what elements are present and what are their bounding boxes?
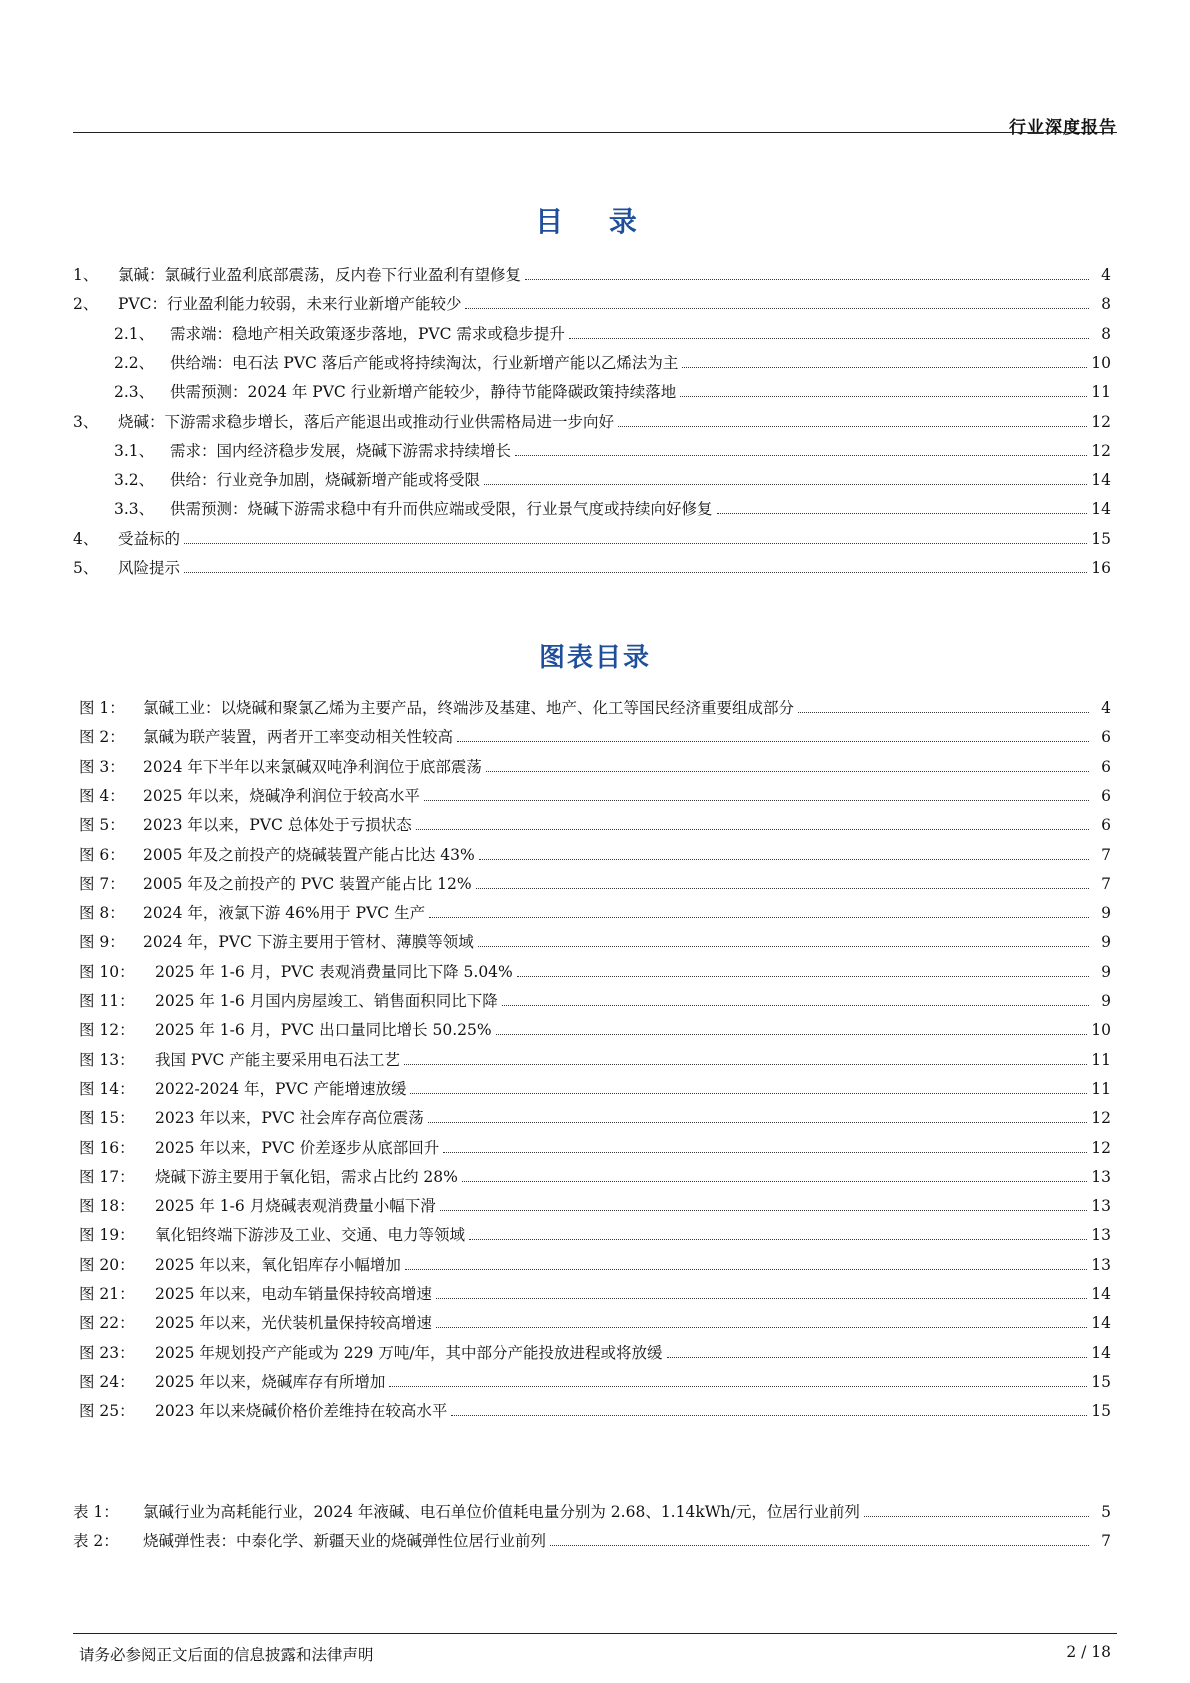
- entry-number: 图 1：: [79, 699, 125, 717]
- entry-number: 图 23：: [79, 1343, 135, 1362]
- dot-leader: [429, 916, 1089, 918]
- entry-page-number: 7: [1101, 845, 1111, 864]
- figure-entry[interactable]: [79, 1372, 1111, 1392]
- entry-title: 2025 年规划投产产能或为 229 万吨/年，其中部分产能投放进程或将放缓: [155, 1343, 663, 1362]
- entry-number: 图 10：: [79, 962, 135, 981]
- entry-title: PVC：行业盈利能力较弱，未来行业新增产能较少: [118, 295, 462, 314]
- entry-number: 图 20：: [79, 1255, 135, 1274]
- entry-page-number: 13: [1091, 1167, 1111, 1186]
- entry-page-number: 14: [1091, 500, 1111, 519]
- entry-title: 2023 年以来，PVC 总体处于亏损状态: [143, 816, 412, 835]
- entry-number: 图 21：: [79, 1285, 135, 1303]
- entry-title: 氯碱行业为高耗能行业，2024 年液碱、电石单位价值耗电量分别为 2.68、1.14kWh/元，位居行业前列: [143, 1503, 860, 1521]
- table-entry[interactable]: [73, 1531, 1111, 1551]
- entry-number: 图 25：: [79, 1402, 135, 1421]
- entry-page-number: 11: [1091, 1050, 1111, 1069]
- table-entry[interactable]: [73, 1502, 1111, 1522]
- entry-title: 需求：国内经济稳步发展，烧碱下游需求持续增长: [170, 441, 512, 460]
- entry-number: 2.1、: [114, 324, 155, 343]
- entry-page-number: 12: [1091, 441, 1111, 460]
- toc-entry[interactable]: [73, 558, 1111, 578]
- entry-title: 2025 年以来，PVC 价差逐步从底部回升: [155, 1138, 440, 1157]
- figure-entry[interactable]: [79, 1138, 1111, 1158]
- entry-page-number: 15: [1091, 529, 1111, 548]
- entry-page-number: 15: [1091, 1372, 1111, 1391]
- dot-leader: [798, 711, 1089, 713]
- entry-title: 氯碱工业：以烧碱和聚氯乙烯为主要产品，终端涉及基建、地产、化工等国民经济重要组成部分: [143, 699, 795, 717]
- figure-entry[interactable]: [79, 698, 1111, 718]
- dot-leader: [451, 1414, 1087, 1416]
- toc-entry[interactable]: [73, 412, 1111, 432]
- entry-title: 需求端：稳地产相关政策逐步落地，PVC 需求或稳步提升: [170, 324, 565, 343]
- dot-leader: [184, 571, 1087, 573]
- entry-page-number: 12: [1091, 1138, 1111, 1157]
- entry-number: 1、: [73, 266, 99, 284]
- figure-entry[interactable]: [79, 1167, 1111, 1187]
- toc-entry[interactable]: [73, 265, 1111, 285]
- figure-entry[interactable]: [79, 727, 1111, 747]
- dot-leader: [416, 828, 1089, 830]
- entry-title: 2023 年以来，PVC 社会库存高位震荡: [155, 1109, 424, 1128]
- dot-leader: [405, 1268, 1087, 1270]
- dot-leader: [184, 542, 1087, 544]
- entry-title: 2024 年下半年以来氯碱双吨净利润位于底部震荡: [143, 757, 482, 776]
- entry-number: 表 2：: [73, 1532, 119, 1551]
- entry-page-number: 6: [1101, 786, 1111, 805]
- entry-title: 2025 年以来，氧化铝库存小幅增加: [155, 1255, 401, 1274]
- figure-entry[interactable]: [79, 991, 1111, 1011]
- entry-title: 2025 年以来，烧碱净利润位于较高水平: [143, 786, 420, 805]
- entry-number: 图 5：: [79, 816, 125, 835]
- figure-entry[interactable]: [79, 1225, 1111, 1245]
- entry-page-number: 14: [1091, 471, 1111, 490]
- entry-title: 烧碱：下游需求稳步增长，落后产能退出或推动行业供需格局进一步向好: [118, 412, 615, 431]
- figure-entry[interactable]: [79, 845, 1111, 865]
- dot-leader: [465, 307, 1089, 309]
- dot-leader: [410, 1092, 1087, 1094]
- entry-page-number: 14: [1091, 1343, 1111, 1362]
- entry-number: 图 9：: [79, 933, 125, 952]
- dot-leader: [525, 278, 1089, 280]
- entry-page-number: 15: [1091, 1402, 1111, 1421]
- entry-number: 3.2、: [114, 471, 155, 490]
- entry-number: 图 14：: [79, 1079, 135, 1098]
- entry-number: 图 3：: [79, 757, 125, 776]
- dot-leader: [389, 1385, 1087, 1387]
- toc-entry[interactable]: [114, 441, 1111, 461]
- entry-number: 图 16：: [79, 1138, 135, 1157]
- figure-entry[interactable]: [79, 1313, 1111, 1333]
- entry-number: 图 15：: [79, 1109, 135, 1128]
- entry-number: 4、: [73, 529, 99, 548]
- entry-page-number: 10: [1091, 1021, 1111, 1040]
- dot-leader: [682, 366, 1087, 368]
- figure-entry[interactable]: [79, 1108, 1111, 1128]
- entry-title: 供给：行业竞争加剧，烧碱新增产能或将受限: [170, 471, 481, 490]
- entry-title: 供需预测：烧碱下游需求稳中有升而供应端或受限，行业景气度或持续向好修复: [170, 500, 713, 519]
- entry-page-number: 7: [1101, 1532, 1111, 1551]
- entry-title: 受益标的: [118, 529, 181, 548]
- entry-number: 图 22：: [79, 1314, 135, 1333]
- entry-title: 烧碱弹性表：中泰化学、新疆天业的烧碱弹性位居行业前列: [143, 1532, 547, 1551]
- entry-page-number: 6: [1101, 757, 1111, 776]
- entry-page-number: 16: [1091, 559, 1111, 577]
- dot-leader: [502, 1004, 1089, 1006]
- entry-number: 图 11：: [79, 992, 135, 1010]
- entry-number: 图 8：: [79, 904, 125, 923]
- dot-leader: [618, 425, 1087, 427]
- entry-number: 图 4：: [79, 786, 125, 805]
- entry-title: 2023 年以来烧碱价格价差维持在较高水平: [155, 1402, 448, 1421]
- toc-entry[interactable]: [73, 294, 1111, 314]
- dot-leader: [404, 1063, 1087, 1065]
- dot-leader: [496, 1033, 1088, 1035]
- entry-page-number: 4: [1101, 699, 1111, 717]
- dot-leader: [428, 1121, 1087, 1123]
- figure-entry[interactable]: [79, 932, 1111, 952]
- entry-title: 2025 年 1-6 月国内房屋竣工、销售面积同比下降: [155, 992, 498, 1010]
- figure-entry[interactable]: [79, 1020, 1111, 1040]
- dot-leader: [478, 945, 1089, 947]
- entry-page-number: 14: [1091, 1314, 1111, 1333]
- dot-leader: [569, 337, 1089, 339]
- entry-page-number: 12: [1091, 1109, 1111, 1128]
- entry-title: 氯碱为联产装置，两者开工率变动相关性较高: [143, 728, 454, 747]
- figure-entry[interactable]: [79, 1401, 1111, 1421]
- entry-page-number: 11: [1091, 1079, 1111, 1098]
- entry-page-number: 8: [1101, 295, 1111, 314]
- figure-entry[interactable]: [79, 1196, 1111, 1216]
- entry-page-number: 14: [1091, 1285, 1111, 1303]
- dot-leader: [517, 975, 1089, 977]
- figure-entry[interactable]: [79, 786, 1111, 806]
- dot-leader: [436, 1297, 1087, 1299]
- dot-leader: [424, 799, 1089, 801]
- entry-title: 氧化铝终端下游涉及工业、交通、电力等领域: [155, 1226, 466, 1245]
- entry-title: 烧碱下游主要用于氧化铝，需求占比约 28%: [155, 1167, 458, 1186]
- dot-leader: [479, 858, 1089, 860]
- report-type-label: 行业深度报告: [1009, 118, 1117, 138]
- entry-page-number: 6: [1101, 728, 1111, 747]
- entry-title: 2022-2024 年，PVC 产能增速放缓: [155, 1079, 407, 1098]
- dot-leader: [469, 1238, 1087, 1240]
- dot-leader: [550, 1544, 1089, 1546]
- toc-entry[interactable]: [114, 470, 1111, 490]
- figure-entry[interactable]: [79, 1284, 1111, 1304]
- entry-title: 2024 年，液氯下游 46%用于 PVC 生产: [143, 904, 426, 923]
- entry-title: 2025 年以来，光伏装机量保持较高增速: [155, 1314, 432, 1333]
- entry-number: 图 6：: [79, 845, 125, 864]
- entry-number: 3.1、: [114, 441, 155, 460]
- entry-page-number: 6: [1101, 816, 1111, 835]
- entry-title: 供给端：电石法 PVC 落后产能或将持续淘汰，行业新增产能以乙烯法为主: [170, 353, 679, 372]
- dot-leader: [462, 1180, 1087, 1182]
- figure-entry[interactable]: [79, 1343, 1111, 1363]
- entry-number: 5、: [73, 559, 99, 577]
- entry-page-number: 7: [1101, 874, 1111, 893]
- entry-title: 风险提示: [118, 559, 181, 577]
- entry-page-number: 13: [1091, 1255, 1111, 1274]
- entry-page-number: 4: [1101, 266, 1111, 284]
- figure-entry[interactable]: [79, 1050, 1111, 1070]
- entry-page-number: 11: [1091, 383, 1111, 402]
- entry-title: 2005 年及之前投产的烧碱装置产能占比达 43%: [143, 845, 475, 864]
- figure-entry[interactable]: [79, 815, 1111, 835]
- entry-page-number: 5: [1101, 1503, 1111, 1521]
- entry-page-number: 9: [1101, 933, 1111, 952]
- entry-page-number: 10: [1091, 353, 1111, 372]
- dot-leader: [486, 770, 1089, 772]
- entry-title: 供需预测：2024 年 PVC 行业新增产能较少，静待节能降碳政策持续落地: [170, 383, 677, 402]
- toc-entry[interactable]: [114, 353, 1111, 373]
- dot-leader: [515, 454, 1087, 456]
- entry-page-number: 9: [1101, 992, 1111, 1010]
- dot-leader: [440, 1209, 1088, 1211]
- entry-number: 3.3、: [114, 500, 155, 519]
- figure-list-title: 图表目录: [538, 643, 651, 673]
- dot-leader: [680, 395, 1087, 397]
- entry-page-number: 13: [1091, 1226, 1111, 1245]
- entry-number: 图 18：: [79, 1197, 135, 1216]
- header-divider: [73, 132, 1117, 133]
- entry-title: 2025 年 1-6 月，PVC 表观消费量同比下降 5.04%: [155, 962, 513, 981]
- entry-title: 2025 年以来，电动车销量保持较高增速: [155, 1285, 432, 1303]
- figure-entry[interactable]: [79, 757, 1111, 777]
- entry-page-number: 9: [1101, 962, 1111, 981]
- figure-entry[interactable]: [79, 1255, 1111, 1275]
- entry-number: 图 13：: [79, 1050, 135, 1069]
- dot-leader: [717, 512, 1088, 514]
- entry-number: 图 7：: [79, 874, 125, 893]
- page-indicator: 2 / 18: [1066, 1643, 1111, 1661]
- entry-title: 2025 年以来，烧碱库存有所增加: [155, 1372, 386, 1391]
- toc-title: 目 录: [535, 205, 655, 238]
- entry-title: 2025 年 1-6 月烧碱表观消费量小幅下滑: [155, 1197, 436, 1216]
- footer-disclaimer: 请务必参阅正文后面的信息披露和法律声明: [79, 1646, 374, 1664]
- dot-leader: [457, 740, 1089, 742]
- entry-number: 2.3、: [114, 383, 155, 402]
- figure-entry[interactable]: [79, 962, 1111, 982]
- entry-number: 图 17：: [79, 1167, 135, 1186]
- toc-entry[interactable]: [114, 499, 1111, 519]
- dot-leader: [436, 1326, 1087, 1328]
- dot-leader: [667, 1356, 1088, 1358]
- figure-entry[interactable]: [79, 1079, 1111, 1099]
- dot-leader: [476, 887, 1089, 889]
- entry-number: 3、: [73, 412, 99, 431]
- entry-page-number: 13: [1091, 1197, 1111, 1216]
- toc-entry[interactable]: [114, 382, 1111, 402]
- entry-page-number: 9: [1101, 904, 1111, 923]
- entry-title: 2005 年及之前投产的 PVC 装置产能占比 12%: [143, 874, 472, 893]
- entry-number: 2、: [73, 295, 99, 314]
- entry-page-number: 12: [1091, 412, 1111, 431]
- entry-title: 我国 PVC 产能主要采用电石法工艺: [155, 1050, 400, 1069]
- dot-leader: [443, 1151, 1087, 1153]
- entry-title: 2025 年 1-6 月，PVC 出口量同比增长 50.25%: [155, 1021, 492, 1040]
- figure-entry[interactable]: [79, 903, 1111, 923]
- dot-leader: [484, 483, 1087, 485]
- toc-entry[interactable]: [73, 529, 1111, 549]
- entry-number: 图 12：: [79, 1021, 135, 1040]
- entry-title: 氯碱：氯碱行业盈利底部震荡，反内卷下行业盈利有望修复: [118, 266, 522, 284]
- entry-number: 图 24：: [79, 1372, 135, 1391]
- toc-entry[interactable]: [114, 324, 1111, 344]
- entry-number: 图 2：: [79, 728, 125, 747]
- footer-divider: [73, 1633, 1117, 1634]
- figure-entry[interactable]: [79, 874, 1111, 894]
- entry-title: 2024 年，PVC 下游主要用于管材、薄膜等领域: [143, 933, 474, 952]
- entry-number: 图 19：: [79, 1226, 135, 1245]
- entry-number: 表 1：: [73, 1503, 119, 1521]
- entry-number: 2.2、: [114, 353, 155, 372]
- entry-page-number: 8: [1101, 324, 1111, 343]
- dot-leader: [864, 1515, 1089, 1517]
